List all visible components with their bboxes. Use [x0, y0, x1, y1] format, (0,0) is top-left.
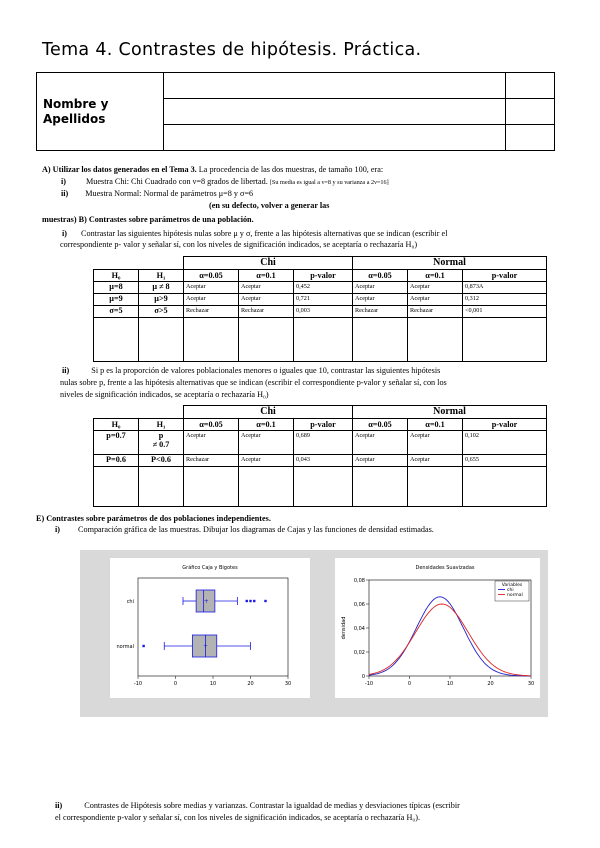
name-table [36, 72, 555, 151]
cell[interactable]: Rechazar [353, 306, 408, 318]
cell-h1: μ>9 [139, 294, 184, 306]
section-e-heading: E) Contrastes sobre parámetros de dos poblaciones independientes. [36, 514, 271, 523]
section-b-ii-line1: ii) Si p es la proporción de valores poblacionales menores o iguales que 10, contrastar las siguientes hipótesis [62, 366, 441, 375]
section-b-ii-line3: niveles de significación indicados, se aceptaría o rechazaría H₀) [60, 390, 269, 399]
x-tick-label: 10 [446, 681, 454, 687]
y-tick-label: 0,04 [353, 626, 365, 632]
table-row-empty [94, 318, 547, 362]
group-chi: Chi [184, 257, 353, 270]
group-normal: Normal [353, 257, 547, 270]
table-row [94, 306, 547, 318]
legend-entry-chi: chi [507, 588, 514, 593]
name-cell-side[interactable] [506, 99, 555, 125]
y-tick-label: 0 [361, 674, 365, 680]
cell[interactable]: 0,003 [294, 306, 353, 318]
cell[interactable]: 0,689 [294, 431, 353, 455]
cell[interactable]: Aceptar [408, 282, 463, 294]
section-b-i-line1: i) Contrastar las siguientes hipótesis nulas sobre μ y σ, frente a las hipótesis alternativas que se indican (escribir el [62, 229, 448, 238]
outlier-point [246, 600, 248, 602]
cell-h0: σ=5 [94, 306, 139, 318]
cell[interactable]: Aceptar [184, 431, 239, 455]
boxplot-panel [110, 558, 310, 698]
section-b-ii-line2: nulas sobre p, frente a las hipótesis alternativas que se indican (escribir el correspondiente p-valor y señalar sí, con los [60, 378, 447, 387]
col-header: H₁ [139, 419, 184, 431]
cell[interactable]: 0,452 [294, 282, 353, 294]
cell-h1-cont: ≠ 0.7 [152, 440, 170, 449]
cell[interactable]: Aceptar [239, 282, 294, 294]
outlier-point [249, 600, 251, 602]
outlier-point [253, 600, 255, 602]
x-tick-label: 20 [247, 681, 254, 687]
charts-container [80, 550, 548, 717]
density-line-chi [369, 597, 531, 676]
hypothesis-table-2 [93, 405, 547, 507]
table-row [94, 431, 547, 455]
name-cell[interactable] [164, 73, 506, 99]
section-a-default: (en su defecto, volver a generar las [209, 201, 330, 210]
col-header: p-valor [294, 419, 353, 431]
table-row [94, 455, 547, 467]
col-header: p-valor [294, 270, 353, 282]
cell[interactable]: Aceptar [408, 431, 463, 455]
mean-marker: + [202, 643, 209, 650]
group-chi: Chi [184, 406, 353, 419]
col-header: α=0.05 [184, 419, 239, 431]
density-chart [335, 558, 540, 698]
x-tick-label: 20 [487, 681, 494, 687]
name-cell-side[interactable] [506, 125, 555, 151]
x-tick-label: 0 [407, 681, 412, 687]
cell[interactable]: Aceptar [239, 431, 294, 455]
section-e-item-i: i) Comparación gráfica de las muestras. Dibujar los diagramas de Cajas y las funciones de densidad estimadas. [55, 525, 434, 534]
cell[interactable]: Rechazar [239, 306, 294, 318]
x-tick-label: 30 [284, 681, 292, 687]
cell[interactable]: 0,873A [463, 282, 547, 294]
hypothesis-table-1 [93, 256, 547, 362]
section-b-i-line2: correspondiente p- valor y señalar sí, con los niveles de significación indicados, se aceptaría o rechazaría H₀) [60, 240, 418, 249]
name-label: Nombre y Apellidos [37, 73, 164, 151]
name-cell-side[interactable] [506, 73, 555, 99]
section-b-heading: muestras) B) Contrastes sobre parámetros de una población. [42, 215, 254, 224]
cell[interactable]: Rechazar [184, 455, 239, 467]
col-header: p-valor [463, 419, 547, 431]
chart-title: Gráfico Caja y Bigotes [182, 565, 238, 571]
boxplot-chart [110, 558, 310, 698]
cell-h1: p [158, 431, 164, 440]
x-tick-label: -10 [364, 681, 374, 687]
cell-h0: μ=8 [94, 282, 139, 294]
cell[interactable]: 0,043 [294, 455, 353, 467]
x-tick-label: 10 [209, 681, 217, 687]
col-header: α=0.05 [353, 419, 408, 431]
mean-marker: + [203, 598, 209, 605]
cell[interactable]: Aceptar [353, 294, 408, 306]
col-header: p-valor [463, 270, 547, 282]
col-header: H₀ [94, 419, 139, 431]
x-tick-label: 0 [173, 681, 178, 687]
y-tick-label: 0,02 [353, 650, 365, 656]
cell[interactable]: Aceptar [184, 282, 239, 294]
cell[interactable]: <0,001 [463, 306, 547, 318]
col-header: α=0.05 [184, 270, 239, 282]
cell[interactable]: Aceptar [408, 455, 463, 467]
cell[interactable]: Aceptar [353, 431, 408, 455]
table-row [94, 294, 547, 306]
col-header: α=0.1 [408, 270, 463, 282]
cell-h0: P=0.6 [94, 455, 139, 467]
col-header: H₀ [94, 270, 139, 282]
col-header: α=0.1 [239, 270, 294, 282]
cell[interactable]: 0,312 [463, 294, 547, 306]
density-panel [335, 558, 540, 698]
col-header: α=0.1 [239, 419, 294, 431]
name-cell[interactable] [164, 125, 506, 151]
section-ii-final-line1: ii) Contrastes de Hipótesis sobre medias y varianzas. Contrastar la igualdad de medias y desviaciones típicas (escribir [55, 801, 460, 810]
cell-h0: μ=9 [94, 294, 139, 306]
cell-h1: σ>5 [139, 306, 184, 318]
cell[interactable]: Aceptar [353, 282, 408, 294]
category-label: normal [116, 644, 134, 650]
table-corner [94, 406, 184, 419]
legend-entry-normal: normal [507, 593, 523, 598]
outlier-point [264, 600, 266, 602]
y-axis-label: densidad [341, 616, 347, 640]
outlier-point [142, 645, 144, 647]
table-row [94, 282, 547, 294]
cell[interactable]: Aceptar [239, 294, 294, 306]
section-a-heading: A) Utilizar los datos generados en el Tema 3. La procedencia de las dos muestras, de tamaño 100, era: [42, 165, 384, 174]
chart-title: Densidades Suavizadas [415, 565, 475, 571]
cell[interactable]: Rechazar [184, 306, 239, 318]
cell[interactable]: Aceptar [353, 455, 408, 467]
x-tick-label: 30 [527, 681, 535, 687]
group-normal: Normal [353, 406, 547, 419]
section-a-item-ii: ii) Muestra Normal: Normal de parámetros μ=8 y σ=6 [61, 189, 254, 198]
col-header: α=0.05 [353, 270, 408, 282]
x-tick-label: -10 [133, 681, 143, 687]
page-title: Tema 4. Contrastes de hipótesis. Práctica. [42, 40, 422, 60]
y-tick-label: 0,08 [353, 578, 365, 584]
cell-h1: P<0.6 [139, 455, 184, 467]
table-corner [94, 257, 184, 270]
section-a-item-i: i) Muestra Chi: Chi Cuadrado con ν=8 grados de libertad. [Su media es igual a ν=8 y su varianza a 2ν=16] [61, 177, 389, 186]
cell[interactable]: 0,721 [294, 294, 353, 306]
cell-h0: p=0.7 [94, 431, 139, 455]
legend-title: Variables [501, 583, 523, 588]
category-label: chi [126, 599, 134, 605]
section-ii-final-line2: el correspondiente p-valor y señalar sí, con los niveles de significación indicados, se aceptaría o rechazaría H₀). [55, 813, 421, 822]
cell[interactable]: Aceptar [408, 294, 463, 306]
cell[interactable]: Rechazar [408, 306, 463, 318]
y-tick-label: 0,06 [353, 602, 365, 608]
table-row-empty [94, 467, 547, 507]
name-cell[interactable] [164, 99, 506, 125]
col-header: α=0.1 [408, 419, 463, 431]
cell[interactable]: 0,655 [463, 455, 547, 467]
cell[interactable]: 0,102 [463, 431, 547, 455]
col-header: H₁ [139, 270, 184, 282]
cell[interactable]: Aceptar [239, 455, 294, 467]
cell-h1: μ ≠ 8 [139, 282, 184, 294]
cell[interactable]: Aceptar [184, 294, 239, 306]
